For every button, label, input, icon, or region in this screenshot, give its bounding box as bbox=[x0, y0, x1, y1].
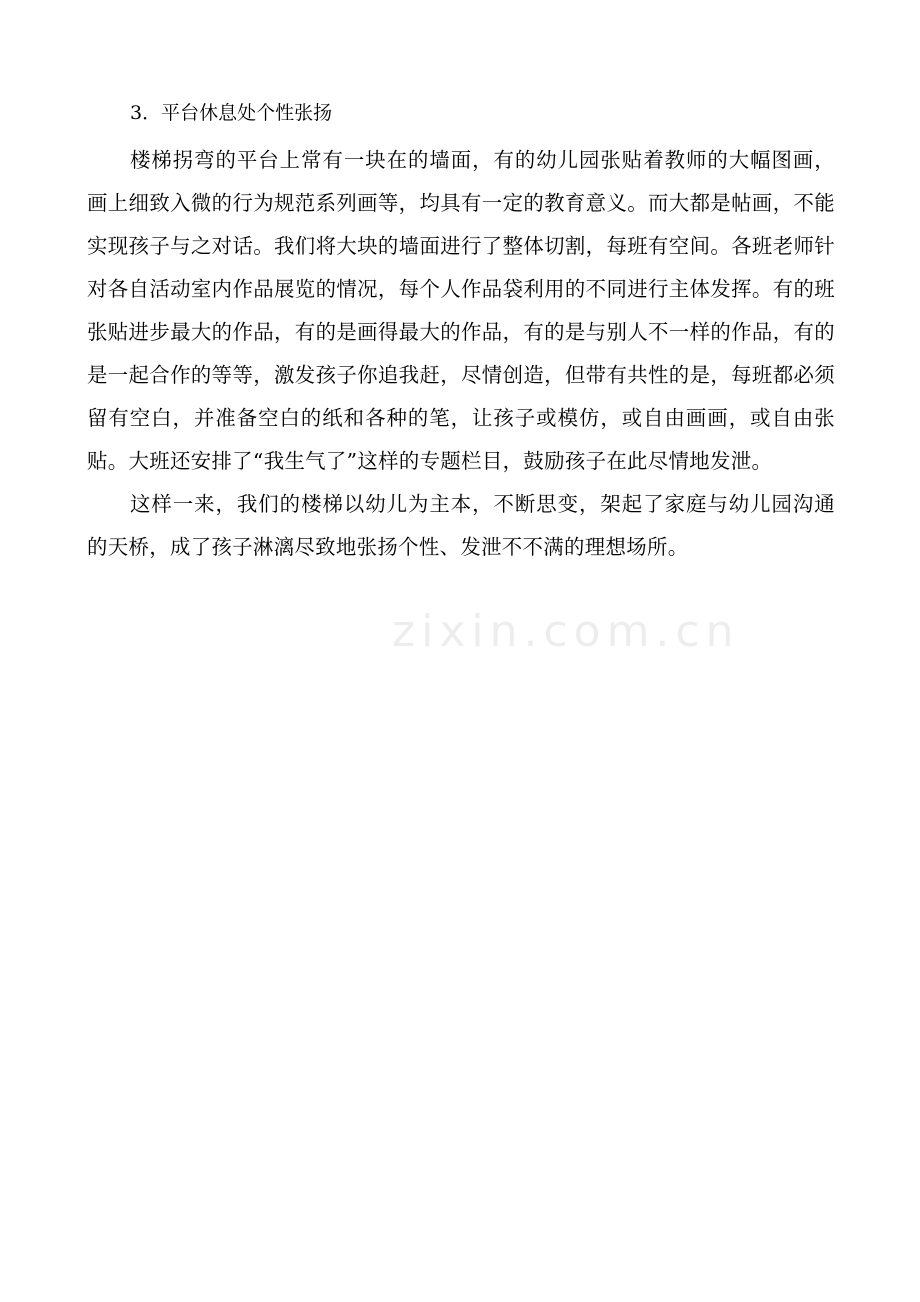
document-body bbox=[87, 95, 835, 569]
watermark-text: zixin.com.cn bbox=[392, 606, 740, 657]
section-heading: 3．平台休息处个性张扬 bbox=[130, 102, 333, 124]
paragraph-stair-platform-wall: 楼梯拐弯的平台上常有一块在的墙面，有的幼儿园张贴着教师的大幅图画，画上细致入微的行为规范系列画等，均具有一定的教育意义。而大都是帖画，不能实现孩子与之对话。我们将大块的墙面进行了整体切割，每班有空间。各班老师针对各自活动室内作品展览的情况，每个人作品袋利用的不同进行主体发挥。有的班张贴进步最大的作品，有的是画得最大的作品，有的是与别人不一样的作品，有的是一起合作的等等，激发孩子你追我赶，尽情创造，但带有共性的是，每班都必须留有空白，并准备空白的纸和各种的笔，让孩子或模仿，或自由画画，或自由张贴。大班还安排了“我生气了”这样的专题栏目，鼓励孩子在此尽情地发泄。 bbox=[87, 148, 835, 473]
paragraph-conclusion: 这样一来，我们的楼梯以幼儿为主本，不断思变，架起了家庭与幼儿园沟通的天桥，成了孩子淋漓尽致地张扬个性、发泄不不满的理想场所。 bbox=[87, 492, 835, 559]
